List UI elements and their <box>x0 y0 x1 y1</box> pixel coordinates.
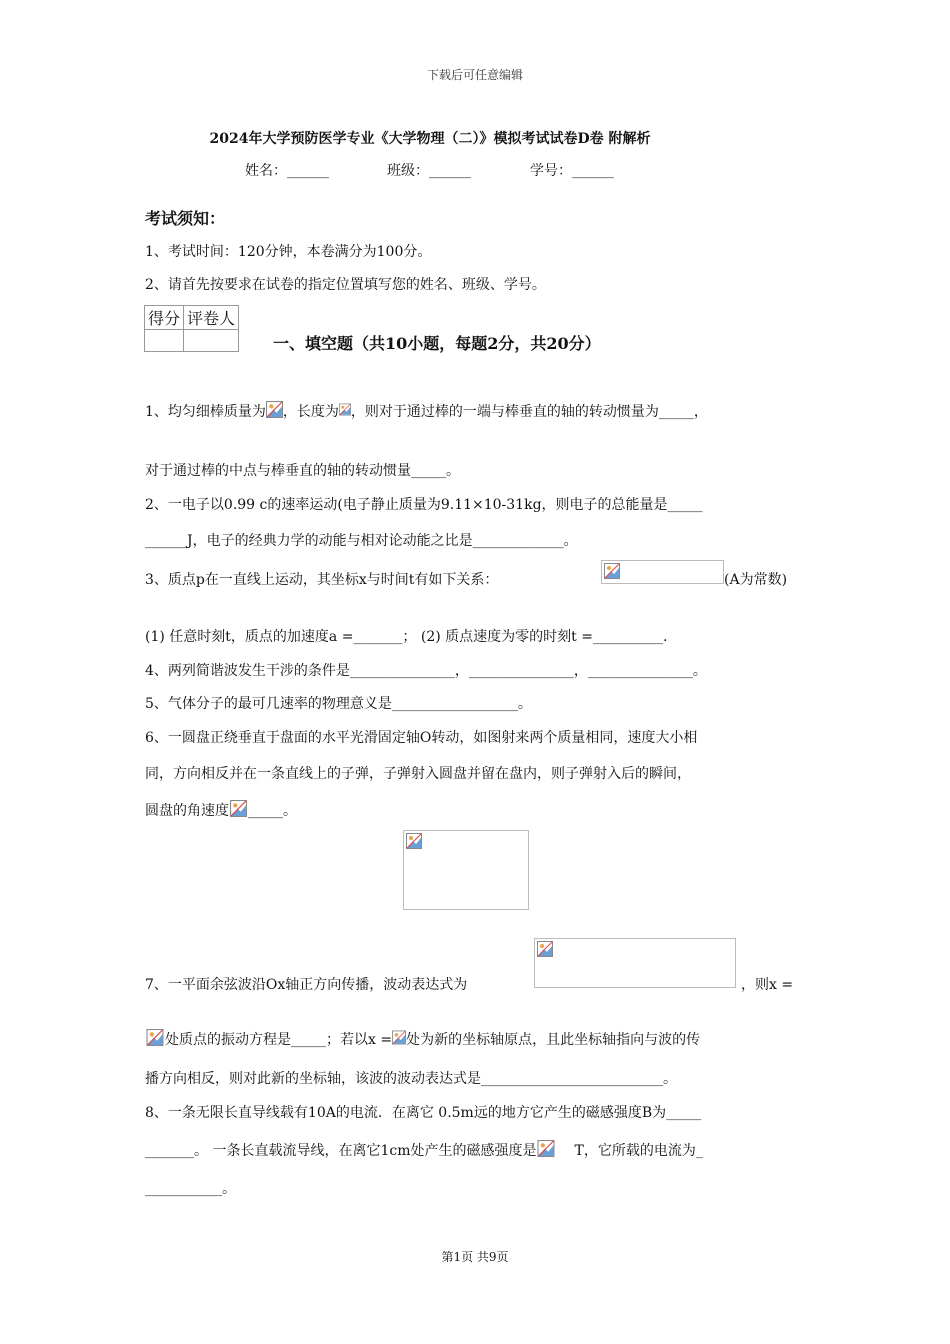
notice-item: 1、考试时间：120分钟，本卷满分为100分。 <box>145 244 432 260</box>
question-2-line-2: ______J，电子的经典力学的动能与相对论动能之比是_____________。 <box>145 533 578 549</box>
grader-cell[interactable] <box>184 330 239 352</box>
name-field-label: 姓名：______ <box>245 163 329 179</box>
score-header: 得分 <box>145 306 184 330</box>
question-1-line-1: 1、均匀细棒质量为 ，长度为 ，则对于通过棒的一端与棒垂直的轴的转动惯量为_____， <box>145 401 708 421</box>
question-6-line-1: 6、一圆盘正绕垂直于盘面的水平光滑固定轴O转动，如图射来两个质量相同，速度大小相 <box>145 730 698 746</box>
question-6-line-3: 圆盘的角速度 _____。 <box>145 800 297 820</box>
broken-image-icon <box>339 401 351 418</box>
question-1-line-2: 对于通过棒的中点与棒垂直的轴的转动惯量_____。 <box>145 463 460 479</box>
notice-item: 2、请首先按要求在试卷的指定位置填写您的姓名、班级、学号。 <box>145 277 546 293</box>
question-7-line-2: 处质点的振动方程是_____；若以x = 处为新的坐标轴原点，且此坐标轴指向与波的传 <box>145 1029 700 1049</box>
page-header: 下载后可任意编辑 <box>426 68 523 82</box>
question-3-line-1-tail: (A为常数) <box>724 572 788 588</box>
wave-formula-image <box>534 938 736 988</box>
broken-image-icon <box>145 1029 165 1046</box>
broken-image-icon <box>536 1140 574 1157</box>
formula-image <box>601 560 724 584</box>
question-8-line-2: _______。 一条长直载流导线，在离它1cm处产生的磁感强度是 T，它所载的电流为_ <box>145 1140 703 1160</box>
question-7-line-3: 播方向相反，则对此新的坐标轴，该波的波动表达式是__________________________。 <box>145 1071 677 1087</box>
question-6-line-2: 同，方向相反并在一条直线上的子弹，子弹射入圆盘并留在盘内，则子弹射入后的瞬间， <box>145 766 691 782</box>
broken-image-icon <box>406 833 422 849</box>
broken-image-icon <box>229 800 248 817</box>
question-5: 5、气体分子的最可几速率的物理意义是__________________。 <box>145 696 532 712</box>
broken-image-icon <box>604 563 620 579</box>
exam-title: 2024年大学预防医学专业《大学物理（二）》模拟考试试卷D卷 附解析 <box>209 131 651 147</box>
question-2-line-1: 2、一电子以0.99 c的速率运动(电子静止质量为9.11×10-31kg，则电子的总能量是_____ <box>145 497 703 513</box>
question-8-line-3: ___________。 <box>145 1181 236 1197</box>
score-cell[interactable] <box>145 330 184 352</box>
broken-image-icon <box>392 1029 406 1046</box>
section-title: 一、填空题（共10小题，每题2分，共20分） <box>273 334 601 353</box>
question-3-line-1-text: 3、质点p在一直线上运动，其坐标x与时间t有如下关系： <box>145 572 499 588</box>
grader-header: 评卷人 <box>184 306 239 330</box>
page-footer: 第1页 共9页 <box>441 1250 509 1264</box>
broken-image-icon <box>537 941 553 957</box>
disk-diagram-image <box>403 830 529 910</box>
class-field-label: 班级：______ <box>387 163 471 179</box>
question-7-line-1-tail: ，则x = <box>741 977 794 993</box>
question-4: 4、两列简谐波发生干涉的条件是_______________，_______________，_______________。 <box>145 663 707 679</box>
id-field-label: 学号：______ <box>530 163 614 179</box>
score-table <box>144 305 239 352</box>
broken-image-icon <box>266 401 283 418</box>
question-8-line-1: 8、一条无限长直导线载有10A的电流．在离它 0.5m远的地方它产生的磁感强度B为_____ <box>145 1105 702 1121</box>
question-7-line-1-text: 7、一平面余弦波沿Ox轴正方向传播，波动表达式为 <box>145 977 468 993</box>
question-3-line-2: (1) 任意时刻t，质点的加速度a =_______； (2) 质点速度为零的时刻t =__________. <box>145 629 668 645</box>
notice-heading: 考试须知： <box>145 209 226 228</box>
